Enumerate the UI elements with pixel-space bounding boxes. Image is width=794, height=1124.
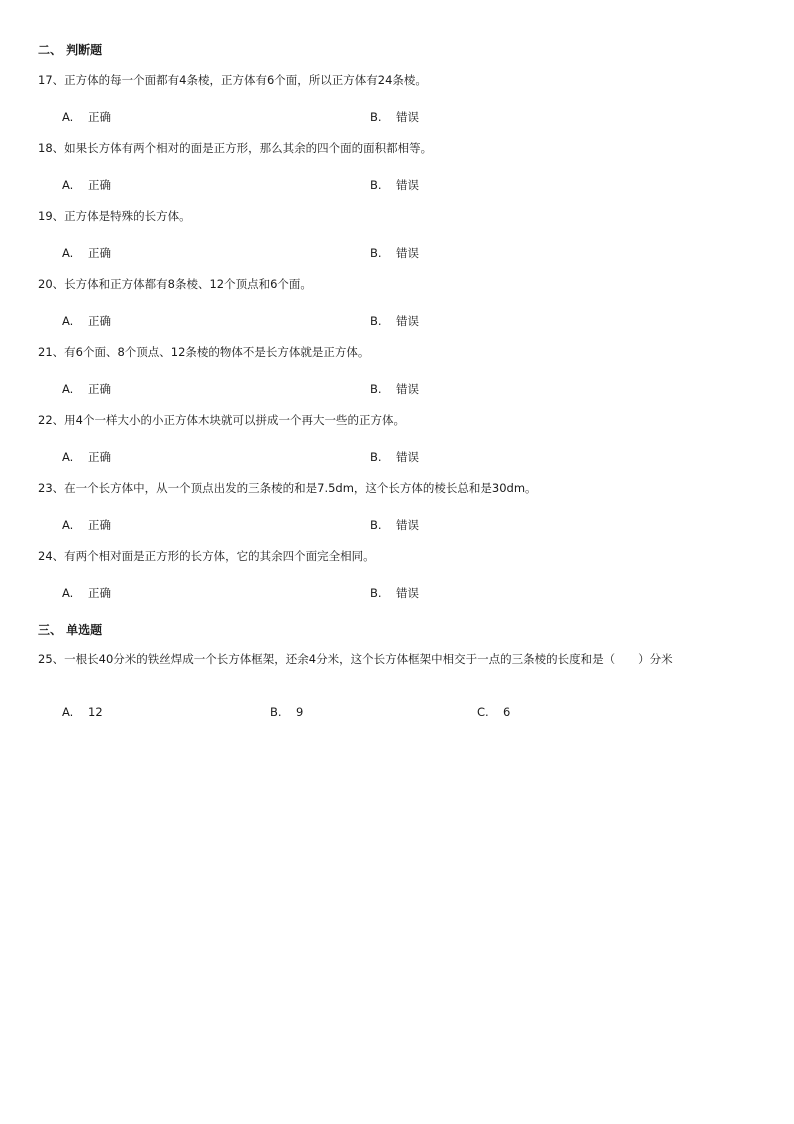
option-a[interactable] bbox=[62, 381, 111, 397]
option-letter: A. bbox=[62, 586, 74, 600]
question-19: 19、正方体是特殊的长方体。 bbox=[38, 209, 191, 223]
option-b[interactable] bbox=[370, 177, 419, 193]
section-heading-single-choice: 三、 单选题 bbox=[38, 623, 103, 637]
option-letter: A. bbox=[62, 382, 74, 396]
option-label: 错误 bbox=[396, 518, 419, 532]
option-label: 错误 bbox=[396, 450, 419, 464]
option-b[interactable] bbox=[370, 381, 419, 397]
option-label: 正确 bbox=[88, 246, 111, 260]
option-letter: C. bbox=[477, 705, 489, 719]
option-letter: B. bbox=[370, 178, 382, 192]
option-b[interactable] bbox=[370, 585, 419, 601]
option-a[interactable] bbox=[62, 517, 111, 533]
option-letter: B. bbox=[370, 314, 382, 328]
question-22: 22、用4个一样大小的小正方体木块就可以拼成一个再大一些的正方体。 bbox=[38, 413, 405, 427]
question-23: 23、在一个长方体中，从一个顶点出发的三条棱的和是7.5dm，这个长方体的棱长总和是30dm。 bbox=[38, 481, 537, 495]
option-label: 正确 bbox=[88, 586, 111, 600]
option-letter: A. bbox=[62, 314, 74, 328]
option-b[interactable] bbox=[270, 705, 303, 719]
option-a[interactable] bbox=[62, 705, 103, 719]
option-label: 12 bbox=[88, 705, 103, 719]
option-label: 正确 bbox=[88, 518, 111, 532]
option-label: 正确 bbox=[88, 450, 111, 464]
question-18: 18、如果长方体有两个相对的面是正方形，那么其余的四个面的面积都相等。 bbox=[38, 141, 433, 155]
option-label: 正确 bbox=[88, 314, 111, 328]
option-b[interactable] bbox=[370, 313, 419, 329]
option-label: 错误 bbox=[396, 246, 419, 260]
option-b[interactable] bbox=[370, 449, 419, 465]
option-label: 9 bbox=[296, 705, 304, 719]
option-a[interactable] bbox=[62, 449, 111, 465]
option-label: 6 bbox=[503, 705, 511, 719]
option-label: 错误 bbox=[396, 178, 419, 192]
option-letter: B. bbox=[370, 450, 382, 464]
option-letter: B. bbox=[370, 246, 382, 260]
option-letter: A. bbox=[62, 246, 74, 260]
option-a[interactable] bbox=[62, 109, 111, 125]
question-17: 17、正方体的每一个面都有4条棱，正方体有6个面，所以正方体有24条棱。 bbox=[38, 73, 427, 87]
option-b[interactable] bbox=[370, 245, 419, 261]
option-letter: A. bbox=[62, 178, 74, 192]
question-25: 25、一根长40分米的铁丝焊成一个长方体框架，还余4分米，这个长方体框架中相交于一点的三条棱的长度和是（ ）分米 bbox=[38, 652, 673, 666]
option-c[interactable] bbox=[477, 705, 510, 719]
option-a[interactable] bbox=[62, 585, 111, 601]
option-letter: B. bbox=[270, 705, 282, 719]
question-24: 24、有两个相对面是正方形的长方体，它的其余四个面完全相同。 bbox=[38, 549, 375, 563]
option-label: 错误 bbox=[396, 382, 419, 396]
option-label: 错误 bbox=[396, 314, 419, 328]
option-label: 正确 bbox=[88, 178, 111, 192]
option-letter: B. bbox=[370, 382, 382, 396]
option-a[interactable] bbox=[62, 313, 111, 329]
option-letter: A. bbox=[62, 705, 74, 719]
option-letter: B. bbox=[370, 518, 382, 532]
question-20: 20、长方体和正方体都有8条棱、12个顶点和6个面。 bbox=[38, 277, 312, 291]
option-a[interactable] bbox=[62, 245, 111, 261]
option-label: 正确 bbox=[88, 110, 111, 124]
option-letter: A. bbox=[62, 518, 74, 532]
option-b[interactable] bbox=[370, 109, 419, 125]
option-letter: B. bbox=[370, 586, 382, 600]
option-label: 正确 bbox=[88, 382, 111, 396]
option-letter: A. bbox=[62, 450, 74, 464]
option-label: 错误 bbox=[396, 110, 419, 124]
option-letter: A. bbox=[62, 110, 74, 124]
question-21: 21、有6个面、8个顶点、12条棱的物体不是长方体就是正方体。 bbox=[38, 345, 370, 359]
option-b[interactable] bbox=[370, 517, 419, 533]
option-a[interactable] bbox=[62, 177, 111, 193]
section-heading-judgement: 二、 判断题 bbox=[38, 43, 103, 57]
option-letter: B. bbox=[370, 110, 382, 124]
option-label: 错误 bbox=[396, 586, 419, 600]
